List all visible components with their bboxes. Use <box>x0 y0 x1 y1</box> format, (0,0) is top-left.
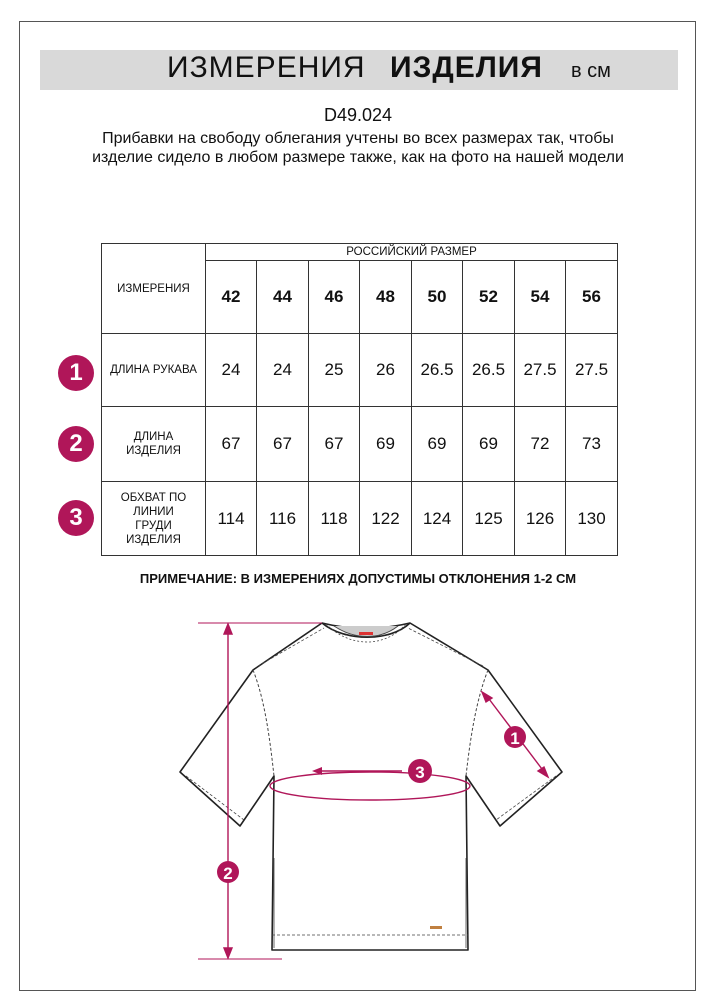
fit-description: Прибавки на свободу облегания учтены во всех размерах так, чтобы изделие сидело в любом размере также, как на фото на нашей модели <box>92 130 624 166</box>
marker-label: 2 <box>223 864 233 883</box>
table-cell: 26.5 <box>412 334 463 407</box>
table-cell: 69 <box>463 407 515 482</box>
table-cell: 69 <box>360 407 412 482</box>
size-header: 54 <box>515 261 566 334</box>
header-title-bold: ИЗДЕЛИЯ <box>390 51 543 84</box>
table-cell: 25 <box>309 334 360 407</box>
diagram-marker <box>408 759 432 783</box>
measure-number-badge: 3 <box>58 500 94 536</box>
header-unit: в см <box>571 60 611 82</box>
marker-label: 3 <box>415 763 425 782</box>
row-label-text: ДЛИНА ИЗДЕЛИЯ <box>126 431 181 457</box>
brand-label-tag <box>359 632 373 635</box>
table-cell: 122 <box>360 482 412 556</box>
size-system-header: РОССИЙСКИЙ РАЗМЕР <box>206 244 618 261</box>
measure-number-badge: 2 <box>58 426 94 462</box>
table-cell: 24 <box>206 334 257 407</box>
table-cell: 126 <box>515 482 566 556</box>
table-cell: 27.5 <box>515 334 566 407</box>
table-cell: 118 <box>309 482 360 556</box>
hem-tag <box>430 926 442 929</box>
diagram-marker <box>504 726 526 748</box>
table-cell: 69 <box>412 407 463 482</box>
size-header: 48 <box>360 261 412 334</box>
marker-label: 1 <box>510 729 520 748</box>
tolerance-note: ПРИМЕЧАНИЕ: В ИЗМЕРЕНИЯХ ДОПУСТИМЫ ОТКЛОНЕНИЯ 1-2 СМ <box>139 571 577 586</box>
size-header: 50 <box>412 261 463 334</box>
table-cell: 26 <box>360 334 412 407</box>
model-code: D49.024 <box>323 105 393 125</box>
row-label-text: ОБХВАТ ПО ЛИНИИ ГРУДИ ИЗДЕЛИЯ <box>120 491 187 546</box>
measure-number-badge: 1 <box>58 355 94 391</box>
size-header: 44 <box>257 261 309 334</box>
header-title-main: ИЗМЕРЕНИЯ <box>167 51 366 84</box>
size-header: 52 <box>463 261 515 334</box>
tshirt-outline-icon <box>180 623 562 950</box>
table-cell: 124 <box>412 482 463 556</box>
table-cell: 125 <box>463 482 515 556</box>
table-cell: 73 <box>566 407 618 482</box>
table-cell: 72 <box>515 407 566 482</box>
table-cell: 67 <box>206 407 257 482</box>
size-header: 46 <box>309 261 360 334</box>
diagram-marker <box>217 861 239 883</box>
table-cell: 130 <box>566 482 618 556</box>
table-cell: 116 <box>257 482 309 556</box>
table-cell: 24 <box>257 334 309 407</box>
size-header: 42 <box>206 261 257 334</box>
table-cell: 27.5 <box>566 334 618 407</box>
size-header: 56 <box>566 261 618 334</box>
measurements-header: ИЗМЕРЕНИЯ <box>102 244 206 334</box>
table-cell: 67 <box>257 407 309 482</box>
table-cell: 114 <box>206 482 257 556</box>
table-cell: 67 <box>309 407 360 482</box>
table-cell: 26.5 <box>463 334 515 407</box>
row-label: ДЛИНА РУКАВА <box>102 334 206 407</box>
